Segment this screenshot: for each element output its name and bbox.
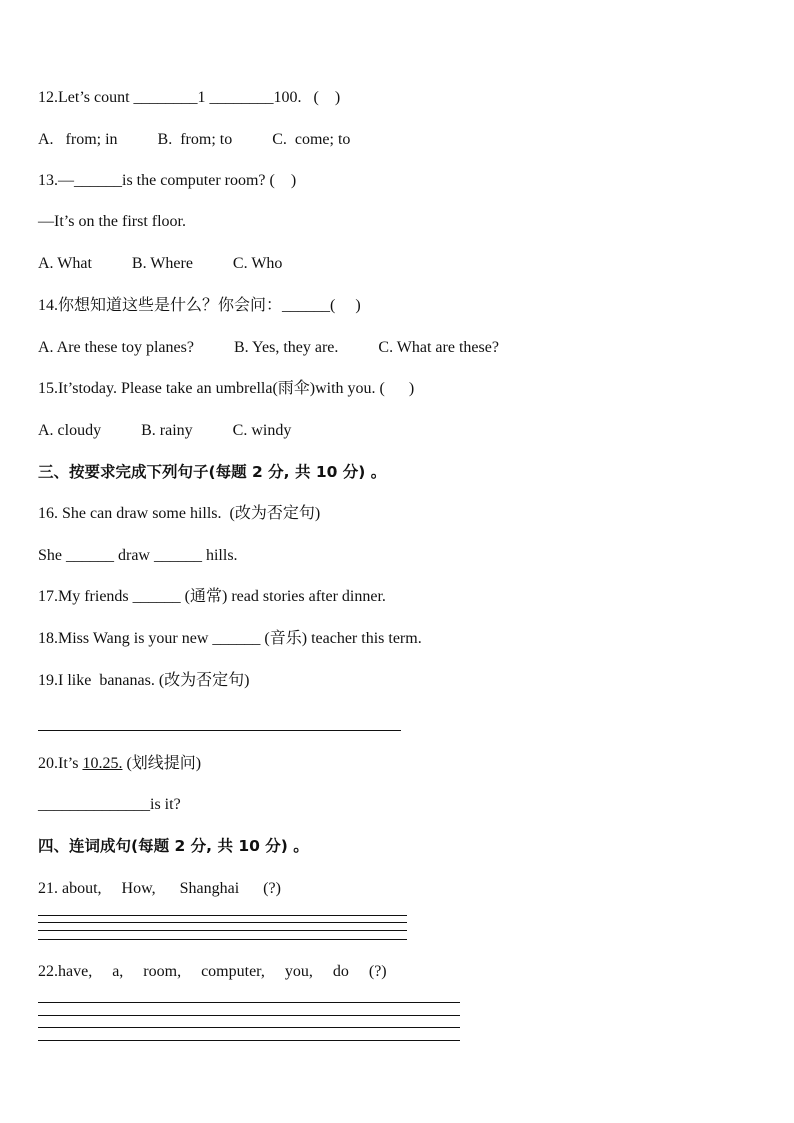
section-3-heading: 三、按要求完成下列句子(每题 2 分, 共 10 分) 。 [38, 463, 387, 481]
question-15-options: A. cloudy B. rainy C. windy [38, 422, 292, 439]
question-14-options: A. Are these toy planes? B. Yes, they are. C. What are these? [38, 339, 499, 356]
question-20-suffix: (划线提问) [122, 755, 202, 772]
question-12: 12.Let’s count ________1 ________100. ( ) [38, 89, 341, 106]
question-19: 19.I like bananas. (改为否定句) [38, 672, 250, 689]
section-4-heading: 四、连词成句(每题 2 分, 共 10 分) 。 [38, 837, 309, 855]
writing-line-22-2 [38, 1015, 460, 1016]
question-13-reply: —It’s on the first floor. [38, 213, 186, 230]
question-13-options: A. What B. Where C. Who [38, 255, 283, 272]
question-20-answer: ______________is it? [38, 796, 181, 813]
writing-line-21-3 [38, 930, 407, 931]
question-14: 14.你想知道这些是什么？你会问：______( ) [38, 297, 361, 314]
question-17: 17.My friends ______ (通常) read stories after dinner. [38, 588, 386, 605]
question-16-answer: She ______ draw ______ hills. [38, 547, 238, 564]
question-20 [38, 754, 201, 774]
question-12-options: A. from; in B. from; to C. come; to [38, 131, 351, 148]
writing-line-21-1 [38, 915, 407, 916]
writing-line-21-2 [38, 922, 407, 923]
writing-line-21-4 [38, 939, 407, 940]
question-21: 21. about, How, Shanghai (?) [38, 880, 281, 897]
writing-line-22-1 [38, 1002, 460, 1003]
question-22: 22.have, a, room, computer, you, do (?) [38, 963, 387, 980]
question-20-underlined-time: 10.25. [82, 755, 123, 772]
question-15: 15.It’stoday. Please take an umbrella(雨伞)with you. ( ) [38, 380, 415, 397]
answer-line-19 [38, 730, 401, 731]
writing-line-22-4 [38, 1040, 460, 1041]
question-18: 18.Miss Wang is your new ______ (音乐) teacher this term. [38, 630, 422, 647]
question-16: 16. She can draw some hills. (改为否定句) [38, 505, 321, 522]
writing-line-22-3 [38, 1027, 460, 1028]
question-20-prefix: 20.It’s [38, 755, 83, 772]
question-13: 13.—______is the computer room? ( ) [38, 172, 297, 189]
